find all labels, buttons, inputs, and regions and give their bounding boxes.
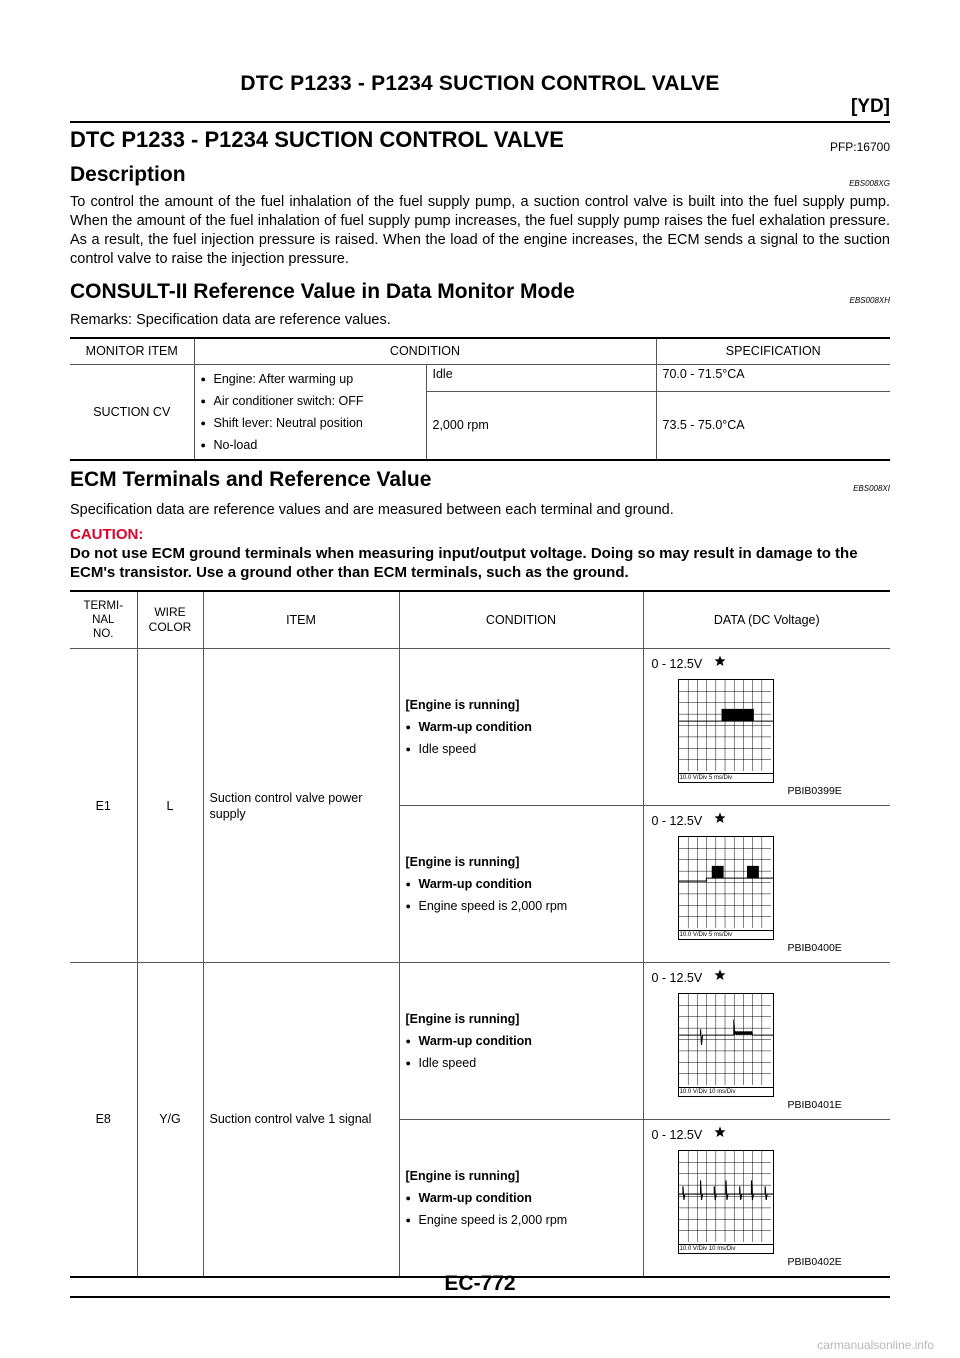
oscilloscope-figure — [678, 679, 774, 783]
waveform-trace — [679, 1180, 773, 1200]
consult-table — [70, 337, 890, 461]
voltage-value: 0 - 12.5V — [651, 814, 703, 828]
terminal-condition — [399, 649, 643, 806]
terminal-row — [70, 963, 890, 1120]
condition-head: [Engine is running] — [405, 1012, 520, 1026]
voltage-value: 0 - 12.5V — [651, 657, 703, 671]
condition-bullet: ● Idle speed — [406, 1052, 637, 1074]
description-text: To control the amount of the fuel inhalation of the fuel supply pump, a suction control valve is built into the fuel supply pump. When the amount of the fuel inhalation of fuel supply pump increases, the fuel supply pump raises the fuel exhalation pressure. As a result, the fuel injection pressure is raised. When the load of the engine increases, the ECM sends a signal to the suction control valve to raise the injection pressure. — [70, 194, 890, 267]
condition-bullet: ● No-load — [201, 434, 420, 456]
col-wire-color: WIRE COLOR — [137, 591, 203, 649]
figure-id: PBIB0401E — [787, 1099, 842, 1111]
scope-scale-label: 10.0 V/Div 10 ms/Div — [679, 1246, 736, 1252]
terminal-data — [643, 963, 890, 1120]
condition-head: [Engine is running] — [405, 698, 520, 712]
scope-scale — [679, 930, 773, 939]
waveform-graph — [679, 994, 773, 1087]
oscilloscope-figure — [678, 836, 774, 940]
oscilloscope-figure — [678, 993, 774, 1097]
star-icon — [714, 812, 726, 824]
terminal-row — [70, 649, 890, 806]
figure-id: PBIB0400E — [787, 942, 842, 954]
condition-bullet: ● Shift lever: Neutral position — [201, 412, 420, 434]
waveform-trace — [679, 866, 773, 881]
waveform-trace — [679, 1019, 773, 1044]
scope-scale-label: 10.0 V/Div 10 ms/Div — [679, 1089, 736, 1095]
terminal-data — [643, 806, 890, 963]
scope-scale — [679, 1244, 773, 1253]
waveform-graph — [679, 1151, 773, 1244]
terminal-no: E8 — [70, 963, 137, 1277]
oscilloscope-figure — [678, 1150, 774, 1254]
condition-bullet: ● Idle speed — [406, 738, 637, 760]
page-content — [70, 126, 890, 1278]
star-icon — [714, 969, 726, 981]
document-title: DTC P1233 - P1234 SUCTION CONTROL VALVE PFP:16700 — [70, 126, 890, 154]
scope-scale — [679, 1087, 773, 1096]
col-condition: CONDITION — [194, 338, 656, 364]
terminal-data — [643, 1120, 890, 1277]
wire-color: L — [137, 649, 203, 963]
consult-heading: CONSULT-II Reference Value in Data Monitor Mode EBS008XH — [70, 278, 890, 306]
condition-bullet: ● Engine speed is 2,000 rpm — [406, 895, 637, 917]
scope-scale-label: 10.0 V/Div 5 ms/Div — [679, 932, 733, 938]
header-rule — [70, 121, 890, 123]
terminal-condition — [399, 1120, 643, 1277]
wire-color: Y/G — [137, 963, 203, 1277]
condition-head: [Engine is running] — [405, 855, 520, 869]
condition-idle: Idle — [426, 364, 656, 392]
ecm-intro: Specification data are reference values and are measured between each terminal and ground. — [70, 501, 674, 518]
terminal-item: Suction control valve 1 signal — [203, 963, 399, 1277]
terminal-no: E1 — [70, 649, 137, 963]
terminal-item: Suction control valve power supply — [203, 649, 399, 963]
condition-bullet: ● Engine: After warming up — [201, 368, 420, 390]
col-monitor-item: MONITOR ITEM — [70, 338, 194, 364]
star-icon — [714, 1126, 726, 1138]
ecm-ref: EBS008XI — [853, 483, 890, 493]
col-condition: CONDITION — [399, 591, 643, 649]
condition-bullet: ● Warm-up condition — [406, 1030, 637, 1052]
description-ref: EBS008XG — [849, 179, 890, 188]
voltage-value: 0 - 12.5V — [651, 1128, 703, 1142]
col-data: DATA (DC Voltage) — [643, 591, 890, 649]
description-heading: Description EBS008XG — [70, 161, 890, 189]
consult-ref: EBS008XH — [849, 296, 890, 305]
spec-idle: 70.0 - 71.5°CA — [656, 364, 890, 392]
star-icon — [714, 655, 726, 667]
page-number: EC-772 — [444, 1272, 516, 1295]
running-header-title: DTC P1233 - P1234 SUCTION CONTROL VALVE — [240, 72, 720, 95]
waveform-graph — [679, 680, 773, 773]
figure-id: PBIB0402E — [787, 1256, 842, 1268]
terminal-data — [643, 649, 890, 806]
condition-2000rpm: 2,000 rpm — [426, 392, 656, 460]
ecm-terminal-table — [70, 590, 890, 1278]
scope-scale — [679, 773, 773, 782]
waveform-graph — [679, 837, 773, 930]
condition-bullet: ● Warm-up condition — [406, 873, 637, 895]
caution-text: Do not use ECM ground terminals when measuring input/output voltage. Doing so may result in damage to the ECM's transistor. Use a ground other than ECM terminals, such as the ground. — [70, 544, 858, 581]
terminal-condition — [399, 963, 643, 1120]
monitor-item: SUCTION CV — [70, 364, 194, 460]
footer-rule — [70, 1296, 890, 1298]
condition-bullet: ● Engine speed is 2,000 rpm — [406, 1209, 637, 1231]
col-terminal-no: TERMI- NAL NO. — [70, 591, 137, 649]
condition-head: [Engine is running] — [405, 1168, 520, 1183]
consult-remarks: Remarks: Specification data are reference values. — [70, 312, 391, 328]
terminal-condition — [399, 806, 643, 963]
caution-label: CAUTION: — [70, 525, 144, 543]
waveform-trace — [679, 709, 773, 721]
col-specification: SPECIFICATION — [656, 338, 890, 364]
condition-bullet: ● Air conditioner switch: OFF — [201, 390, 420, 412]
col-item: ITEM — [203, 591, 399, 649]
running-header-code: [YD] — [850, 96, 890, 117]
condition-bullet: ● Warm-up condition — [406, 1187, 637, 1209]
figure-id: PBIB0399E — [787, 785, 842, 797]
spec-2000rpm: 73.5 - 75.0°CA — [662, 418, 745, 433]
voltage-value: 0 - 12.5V — [651, 971, 703, 985]
condition-bullet: ● Warm-up condition — [406, 716, 637, 738]
monitor-conditions — [194, 364, 426, 460]
pfp-code: PFP:16700 — [829, 140, 890, 154]
ecm-heading: ECM Terminals and Reference Value EBS008XI — [70, 466, 890, 494]
scope-scale-label: 10.0 V/Div 5 ms/Div — [679, 775, 733, 781]
watermark: carmanualsonline.info — [817, 1338, 934, 1352]
